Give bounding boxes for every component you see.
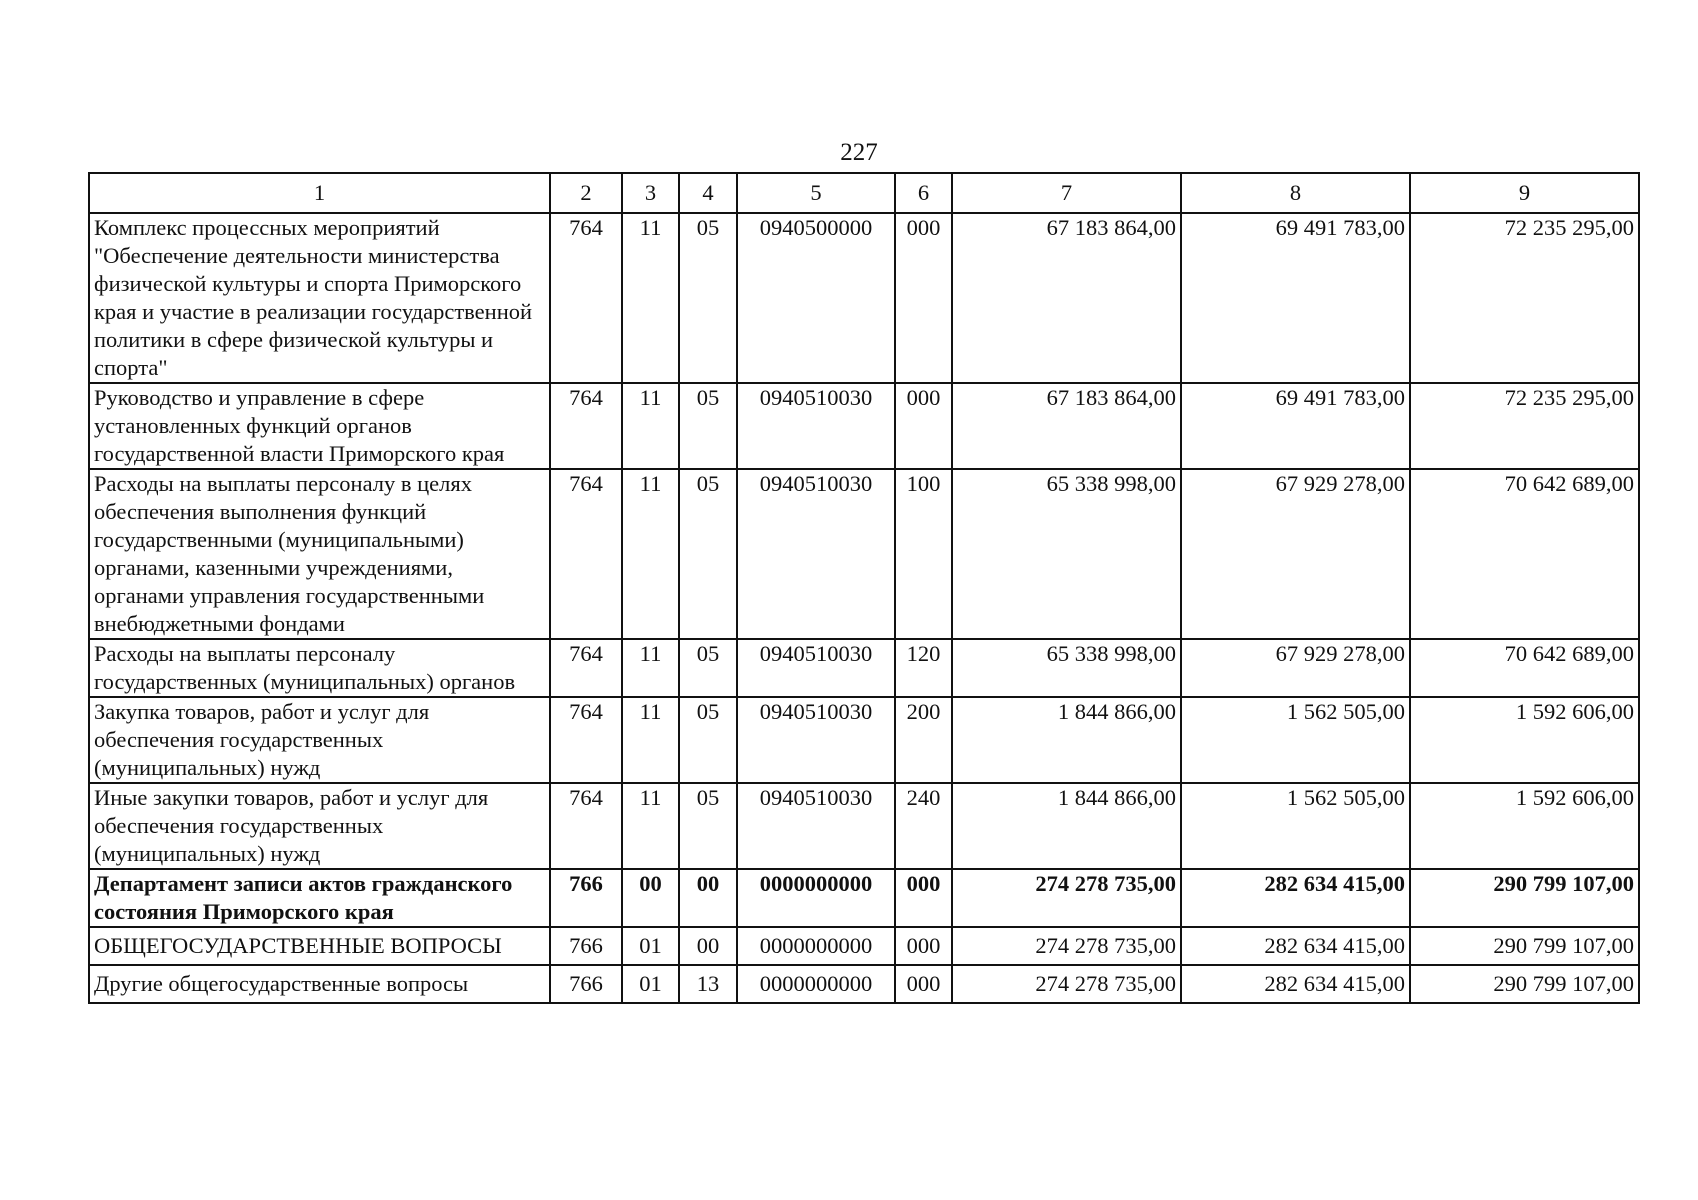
table-row	[89, 697, 1639, 783]
table-row	[89, 383, 1639, 469]
section-code: 11	[622, 697, 679, 783]
amount-col8: 69 491 783,00	[1181, 213, 1410, 383]
row-name: Департамент записи актов гражданского состояния Приморского края	[89, 869, 550, 927]
target-article-code: 0940510030	[737, 383, 895, 469]
table-row	[89, 469, 1639, 639]
amount-col7: 274 278 735,00	[952, 927, 1181, 965]
amount-col8: 69 491 783,00	[1181, 383, 1410, 469]
subsection-code: 05	[679, 639, 737, 697]
section-code: 11	[622, 383, 679, 469]
target-article-code: 0940500000	[737, 213, 895, 383]
target-article-code: 0000000000	[737, 927, 895, 965]
amount-col7: 65 338 998,00	[952, 639, 1181, 697]
section-code: 11	[622, 783, 679, 869]
amount-col8: 1 562 505,00	[1181, 697, 1410, 783]
amount-col9: 290 799 107,00	[1410, 965, 1639, 1003]
section-code: 11	[622, 639, 679, 697]
subsection-code: 05	[679, 697, 737, 783]
amount-col9: 290 799 107,00	[1410, 869, 1639, 927]
section-code: 01	[622, 927, 679, 965]
row-name: ОБЩЕГОСУДАРСТВЕННЫЕ ВОПРОСЫ	[89, 927, 550, 965]
row-name: Иные закупки товаров, работ и услуг для обеспечения государственных (муниципальных) нужд	[89, 783, 550, 869]
amount-col7: 67 183 864,00	[952, 383, 1181, 469]
target-article-code: 0940510030	[737, 783, 895, 869]
subsection-code: 05	[679, 383, 737, 469]
page-number: 227	[840, 139, 878, 166]
target-article-code: 0000000000	[737, 869, 895, 927]
amount-col7: 274 278 735,00	[952, 965, 1181, 1003]
grbs-code: 766	[550, 965, 622, 1003]
amount-col8: 282 634 415,00	[1181, 965, 1410, 1003]
table-row	[89, 213, 1639, 383]
row-name: Руководство и управление в сфере установленных функций органов государственной власти Приморского края	[89, 383, 550, 469]
section-code: 11	[622, 213, 679, 383]
row-name: Другие общегосударственные вопросы	[89, 965, 550, 1003]
expense-type-code: 000	[895, 383, 952, 469]
expense-type-code: 120	[895, 639, 952, 697]
amount-col7: 274 278 735,00	[952, 869, 1181, 927]
target-article-code: 0940510030	[737, 639, 895, 697]
amount-col9: 290 799 107,00	[1410, 927, 1639, 965]
row-name: Расходы на выплаты персоналу в целях обеспечения выполнения функций государственными (муниципальными) органами, казенными учреждениями, органами управления государственными внебюджетными фондами	[89, 469, 550, 639]
amount-col7: 1 844 866,00	[952, 783, 1181, 869]
amount-col9: 70 642 689,00	[1410, 639, 1639, 697]
amount-col7: 67 183 864,00	[952, 213, 1181, 383]
table-row	[89, 965, 1639, 1003]
row-name: Закупка товаров, работ и услуг для обеспечения государственных (муниципальных) нужд	[89, 697, 550, 783]
column-header: 8	[1181, 173, 1410, 213]
expense-type-code: 240	[895, 783, 952, 869]
table-row	[89, 639, 1639, 697]
amount-col9: 1 592 606,00	[1410, 697, 1639, 783]
amount-col8: 67 929 278,00	[1181, 469, 1410, 639]
grbs-code: 764	[550, 213, 622, 383]
column-header: 6	[895, 173, 952, 213]
row-name: Расходы на выплаты персоналу государственных (муниципальных) органов	[89, 639, 550, 697]
section-code: 00	[622, 869, 679, 927]
amount-col8: 282 634 415,00	[1181, 927, 1410, 965]
section-code: 01	[622, 965, 679, 1003]
target-article-code: 0940510030	[737, 469, 895, 639]
amount-col8: 67 929 278,00	[1181, 639, 1410, 697]
amount-col7: 65 338 998,00	[952, 469, 1181, 639]
grbs-code: 766	[550, 869, 622, 927]
expense-type-code: 100	[895, 469, 952, 639]
budget-table	[88, 172, 1640, 1004]
subsection-code: 00	[679, 869, 737, 927]
table-row	[89, 927, 1639, 965]
subsection-code: 05	[679, 213, 737, 383]
amount-col7: 1 844 866,00	[952, 697, 1181, 783]
amount-col9: 1 592 606,00	[1410, 783, 1639, 869]
amount-col9: 72 235 295,00	[1410, 213, 1639, 383]
grbs-code: 764	[550, 783, 622, 869]
section-code: 11	[622, 469, 679, 639]
column-header: 5	[737, 173, 895, 213]
expense-type-code: 000	[895, 965, 952, 1003]
expense-type-code: 000	[895, 213, 952, 383]
target-article-code: 0000000000	[737, 965, 895, 1003]
expense-type-code: 000	[895, 927, 952, 965]
column-header: 7	[952, 173, 1181, 213]
target-article-code: 0940510030	[737, 697, 895, 783]
grbs-code: 764	[550, 697, 622, 783]
table-row	[89, 869, 1639, 927]
grbs-code: 766	[550, 927, 622, 965]
grbs-code: 764	[550, 383, 622, 469]
subsection-code: 05	[679, 783, 737, 869]
amount-col9: 70 642 689,00	[1410, 469, 1639, 639]
expense-type-code: 200	[895, 697, 952, 783]
column-header: 2	[550, 173, 622, 213]
column-header: 9	[1410, 173, 1639, 213]
column-header: 4	[679, 173, 737, 213]
amount-col8: 1 562 505,00	[1181, 783, 1410, 869]
table-row	[89, 783, 1639, 869]
expense-type-code: 000	[895, 869, 952, 927]
grbs-code: 764	[550, 469, 622, 639]
amount-col9: 72 235 295,00	[1410, 383, 1639, 469]
row-name: Комплекс процессных мероприятий "Обеспечение деятельности министерства физической культуры и спорта Приморского края и участие в реализации государственной политики в сфере физической культуры и спорта"	[89, 213, 550, 383]
header-row	[89, 173, 1639, 213]
column-header: 3	[622, 173, 679, 213]
grbs-code: 764	[550, 639, 622, 697]
subsection-code: 13	[679, 965, 737, 1003]
subsection-code: 05	[679, 469, 737, 639]
amount-col8: 282 634 415,00	[1181, 869, 1410, 927]
subsection-code: 00	[679, 927, 737, 965]
column-header: 1	[89, 173, 550, 213]
